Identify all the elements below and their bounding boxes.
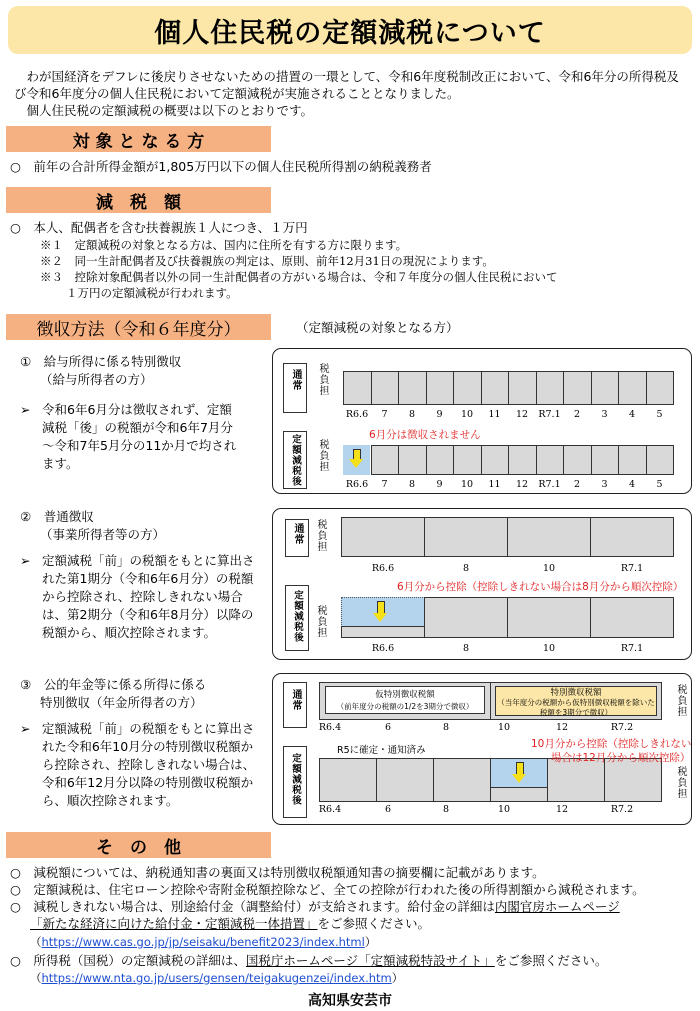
method1-cell xyxy=(371,371,400,405)
method1-arrow-icon: ➢ xyxy=(20,402,31,417)
method2-cell xyxy=(341,517,425,557)
method1-cell xyxy=(646,445,675,475)
method3-cell xyxy=(433,758,491,802)
method2-chart xyxy=(272,508,692,660)
other-item-3-text: ○ 減税しきれない場合は、別途給付金（調整給付）が支給されます。給付金の詳細は xyxy=(10,899,495,914)
method2-row2-labelbox xyxy=(285,585,309,651)
method2-cell xyxy=(590,597,674,638)
cabinet-office-url[interactable]: https://www.cas.go.jp/jp/seisaku/benefit2023/index.html xyxy=(41,935,365,949)
method3-tick-label: R7.2 xyxy=(610,804,634,815)
method1-row2-label: 定額減税後 xyxy=(290,434,301,487)
method1-body: 令和6年6月分は徴収されず、定額減税「後」の税額が令和6年7月分～令和7年5月分の11か月で均されます。 xyxy=(42,402,237,471)
paren-close: ） xyxy=(364,935,377,949)
method2-cell xyxy=(424,597,508,638)
method1-cell xyxy=(343,371,372,405)
other-item-3-tail: をご参照ください。 xyxy=(317,916,431,931)
paren-open: （ xyxy=(30,935,42,949)
method3-tick-label: 6 xyxy=(384,804,392,815)
method1-note: 6月分は徴収されません xyxy=(369,429,481,441)
other-item-1: ○ 減税額については、納税通知書の裏面又は特別徴収税額通知書の摘要欄に記載があります。 xyxy=(10,865,545,880)
method2-reduced-cell xyxy=(341,626,425,638)
method1-cell xyxy=(426,371,455,405)
section-target-title: 対 象 と な る 方 xyxy=(72,131,205,152)
method3-text xyxy=(20,676,265,810)
method3-tick-label: 12 xyxy=(555,722,569,733)
intro-paragraph-1: わが国経済をデフレに後戻りさせないための措置の一環として、令和6年度税制改正において、令和6年分の所得税及び令和6年度分の個人住民税において定額減税が実施されることとなりました。 xyxy=(14,69,679,101)
method1-cell xyxy=(591,445,620,475)
section-amount-title: 減 税 額 xyxy=(96,192,181,213)
page-title: 個人住民税の定額減税について xyxy=(154,17,546,49)
method1-tick-label: 4 xyxy=(628,409,636,420)
method2-tick-label: R6.6 xyxy=(371,563,395,574)
method1-row2-burden: 税負担 xyxy=(317,439,328,472)
method1-cell xyxy=(453,445,482,475)
method3-note-2: 場合は12月分から順次控除） xyxy=(551,752,691,764)
method1-cell xyxy=(398,371,427,405)
method2-tick-label: 8 xyxy=(462,643,470,654)
method3-tick-label: 10 xyxy=(497,722,511,733)
method1-cell xyxy=(591,371,620,405)
section-target-header xyxy=(6,126,271,152)
method3-body: 定額減税「前」の税額をもとに算出された令和6年10月分の特別徴収税額から控除され、控除しきれない場合は、令和6年12月分以降の特別徴収税額から、順次控除されます。 xyxy=(41,721,256,808)
note-3: ※３ 控除対象配偶者以外の同一生計配偶者の方がいる場合は、令和７年度分の個人住民税において xyxy=(40,270,558,284)
method2-row1-labelbox xyxy=(285,519,309,557)
method3-box2-title: 特別徴収税額 xyxy=(550,688,602,698)
method1-cell xyxy=(481,445,510,475)
method1-tick-label: R7.1 xyxy=(538,479,561,490)
method1-tick-label: 11 xyxy=(488,479,501,490)
method2-arrow-icon: ➢ xyxy=(20,553,31,568)
method3-tick-label: 8 xyxy=(442,804,450,815)
method1-row1-label: 通常 xyxy=(290,369,301,391)
amount-item: ○ 本人、配偶者を含む扶養親族１人につき、１万円 xyxy=(10,220,308,235)
method1-cell xyxy=(646,371,675,405)
section-other-header xyxy=(6,832,271,858)
cabinet-office-link[interactable]: 内閣官房ホームページ xyxy=(494,899,620,914)
method2-cell xyxy=(507,597,591,638)
section-other-title: そ の 他 xyxy=(96,837,181,858)
note-3-cont: １万円の定額減税が行われます。 xyxy=(66,286,238,300)
nta-link[interactable]: 国税庁ホームページ「定額減税特設サイト」 xyxy=(245,953,495,968)
benefit-measures-link[interactable]: 「新たな経済に向けた給付金・定額減税一体措置」 xyxy=(30,916,318,931)
method3-row2-label: 定額減税後 xyxy=(290,753,301,806)
method3-tick-label: 6 xyxy=(384,722,392,733)
title-banner xyxy=(8,6,692,54)
method1-tick-label: R7.1 xyxy=(538,409,561,420)
method1-cell xyxy=(508,445,537,475)
method1-tick-label: 7 xyxy=(381,409,388,420)
method1-tick-label: 8 xyxy=(408,409,416,420)
other-item-4 xyxy=(10,952,607,969)
method1-tick-label: 9 xyxy=(436,409,443,420)
method2-tick-label: 8 xyxy=(462,563,470,574)
method3-tick-label: R7.2 xyxy=(610,722,634,733)
method3-tick-label: R6.4 xyxy=(318,722,342,733)
method1-tick-label: 3 xyxy=(601,479,608,490)
method1-cell xyxy=(371,445,400,475)
method1-chart xyxy=(272,348,692,494)
method-subtitle: （定額減税の対象となる方） xyxy=(296,320,459,335)
method1-tick-label: 7 xyxy=(381,479,388,490)
section-method-header xyxy=(6,314,271,340)
method3-box-special xyxy=(495,686,657,716)
method2-note: 6月分から控除（控除しきれない場合は8月分から順次控除） xyxy=(397,581,684,593)
method1-tick-label: 3 xyxy=(601,409,608,420)
method1-down-arrowhead xyxy=(349,459,363,468)
other-item-4-tail: をご参照ください。 xyxy=(494,953,608,968)
method1-tick-label: 12 xyxy=(515,409,529,420)
method1-tick-label: 5 xyxy=(656,409,663,420)
paren-open: （ xyxy=(30,971,42,985)
method1-row1-labelbox xyxy=(283,363,307,413)
method1-cell xyxy=(481,371,510,405)
method1-subheading: （給与所得者の方） xyxy=(40,372,153,387)
method1-tick-label: 10 xyxy=(460,479,474,490)
method1-tick-label: 2 xyxy=(573,409,581,420)
method2-tick-label: 10 xyxy=(542,643,556,654)
method3-tick-label: 10 xyxy=(497,804,511,815)
method2-subheading: （事業所得者等の方） xyxy=(40,527,166,542)
nta-url[interactable]: https://www.nta.go.jp/users/gensen/teigakugenzei/index.htm xyxy=(41,971,392,985)
method1-cell xyxy=(536,445,565,475)
target-item: ○ 前年の合計所得金額が1,805万円以下の個人住民税所得割の納税義務者 xyxy=(10,159,432,174)
method3-row1-label: 通常 xyxy=(290,689,301,711)
section-method-title: 徴収方法（令和６年度分） xyxy=(36,319,241,340)
method1-cell xyxy=(618,371,647,405)
method2-cell xyxy=(424,517,508,557)
method3-row1-burden: 税負担 xyxy=(675,684,686,717)
method1-text xyxy=(20,353,265,473)
method1-cell xyxy=(398,445,427,475)
method1-tick-label: R6.6 xyxy=(345,479,369,490)
intro xyxy=(14,68,690,119)
method3-row1-labelbox xyxy=(283,682,307,728)
method2-tick-label: R7.1 xyxy=(620,563,644,574)
method2-row1-label: 通常 xyxy=(292,523,303,545)
method1-cell xyxy=(563,371,592,405)
note-1: ※１ 定額減税の対象となる方は、国内に住所を有する方に限ります。 xyxy=(40,238,408,252)
method1-tick-label: 9 xyxy=(436,479,443,490)
method2-tick-label: R7.1 xyxy=(620,643,644,654)
method1-tick-label: 4 xyxy=(628,479,636,490)
method3-note-1: 10月分から控除（控除しきれない xyxy=(531,738,692,750)
method1-tick-label: 8 xyxy=(408,479,416,490)
note-2: ※２ 同一生計配偶者及び扶養親族の判定は、原則、前年12月31日の現況によります。 xyxy=(40,254,494,268)
method1-row1-burden: 税負担 xyxy=(317,363,328,396)
method3-box-provisional xyxy=(325,686,485,714)
other-item-2: ○ 定額減税は、住宅ローン控除や寄附金税額控除など、全ての控除が行われた後の所得割額から減税されます。 xyxy=(10,882,645,897)
method3-row2-labelbox xyxy=(283,746,307,818)
method3-down-arrowhead xyxy=(512,774,526,783)
method3-box1-sub: （前年度分の税額の1/2を3期分で徴収） xyxy=(336,702,474,711)
method3-heading-2: 特別徴収（年金所得者の方） xyxy=(40,695,203,710)
method3-reduced-cell xyxy=(490,787,548,802)
method1-tick-label: 11 xyxy=(488,409,501,420)
method3-cell xyxy=(376,758,434,802)
method1-tick-label: 10 xyxy=(460,409,474,420)
method2-body: 定額減税「前」の税額をもとに算出された第1期分（令和6年6月分）の税額から控除され、控除しきれない場合は、第2期分（令和6年8月分）以降の税額から、順次控除されます。 xyxy=(42,553,255,640)
footer-issuer: 高知県安芸市 xyxy=(308,993,392,1009)
method2-down-arrowhead xyxy=(373,613,387,622)
method2-row1-burden: 税負担 xyxy=(315,519,326,552)
method2-text xyxy=(20,508,265,642)
method1-cell xyxy=(453,371,482,405)
method3-heading: ③ 公的年金等に係る所得に係る xyxy=(20,677,207,692)
method2-cell xyxy=(590,517,674,557)
other-item-3-line2 xyxy=(30,915,430,932)
method1-cell xyxy=(618,445,647,475)
paren-close: ） xyxy=(391,971,404,985)
method1-tick-label: 2 xyxy=(573,479,581,490)
method2-row2-burden: 税負担 xyxy=(315,605,326,638)
method2-tick-label: R6.6 xyxy=(371,643,395,654)
method2-row2-label: 定額減税後 xyxy=(292,590,303,643)
method2-tick-label: 10 xyxy=(542,563,556,574)
method3-row2-burden: 税負担 xyxy=(675,766,686,799)
method3-tick-label: 12 xyxy=(555,804,569,815)
url1-line xyxy=(30,934,376,951)
method3-tick-label: 8 xyxy=(442,722,450,733)
method1-cell xyxy=(426,445,455,475)
method1-tick-label: R6.6 xyxy=(345,409,369,420)
other-item-4-text: ○ 所得税（国税）の定額減税の詳細は、 xyxy=(10,953,246,968)
method3-box1-title: 仮特別徴収税額 xyxy=(375,690,435,700)
method1-tick-label: 5 xyxy=(656,479,663,490)
method2-heading: ② 普通徴収 xyxy=(20,509,94,524)
method3-box2-sub: （当年度分の税額から仮特別徴収税額を除いた税額を3期分で徴収） xyxy=(497,698,655,717)
method3-confirmed-label: R5に確定・通知済み xyxy=(337,745,426,756)
method3-cell xyxy=(319,758,377,802)
url2-line xyxy=(30,970,403,987)
method3-tick-label: R6.4 xyxy=(318,804,342,815)
method3-chart xyxy=(272,673,692,825)
method1-heading: ① 給与所得に係る特別徴収 xyxy=(20,354,182,369)
method1-cell xyxy=(508,371,537,405)
section-amount-header xyxy=(6,187,271,213)
method1-tick-label: 12 xyxy=(515,479,529,490)
intro-paragraph-2: 個人住民税の定額減税の概要は以下のとおりです。 xyxy=(26,103,314,118)
method2-cell xyxy=(507,517,591,557)
method3-arrow-icon: ➢ xyxy=(20,721,31,736)
other-item-3 xyxy=(10,898,620,915)
method1-cell xyxy=(536,371,565,405)
method1-cell xyxy=(563,445,592,475)
method1-row2-labelbox xyxy=(283,431,307,489)
